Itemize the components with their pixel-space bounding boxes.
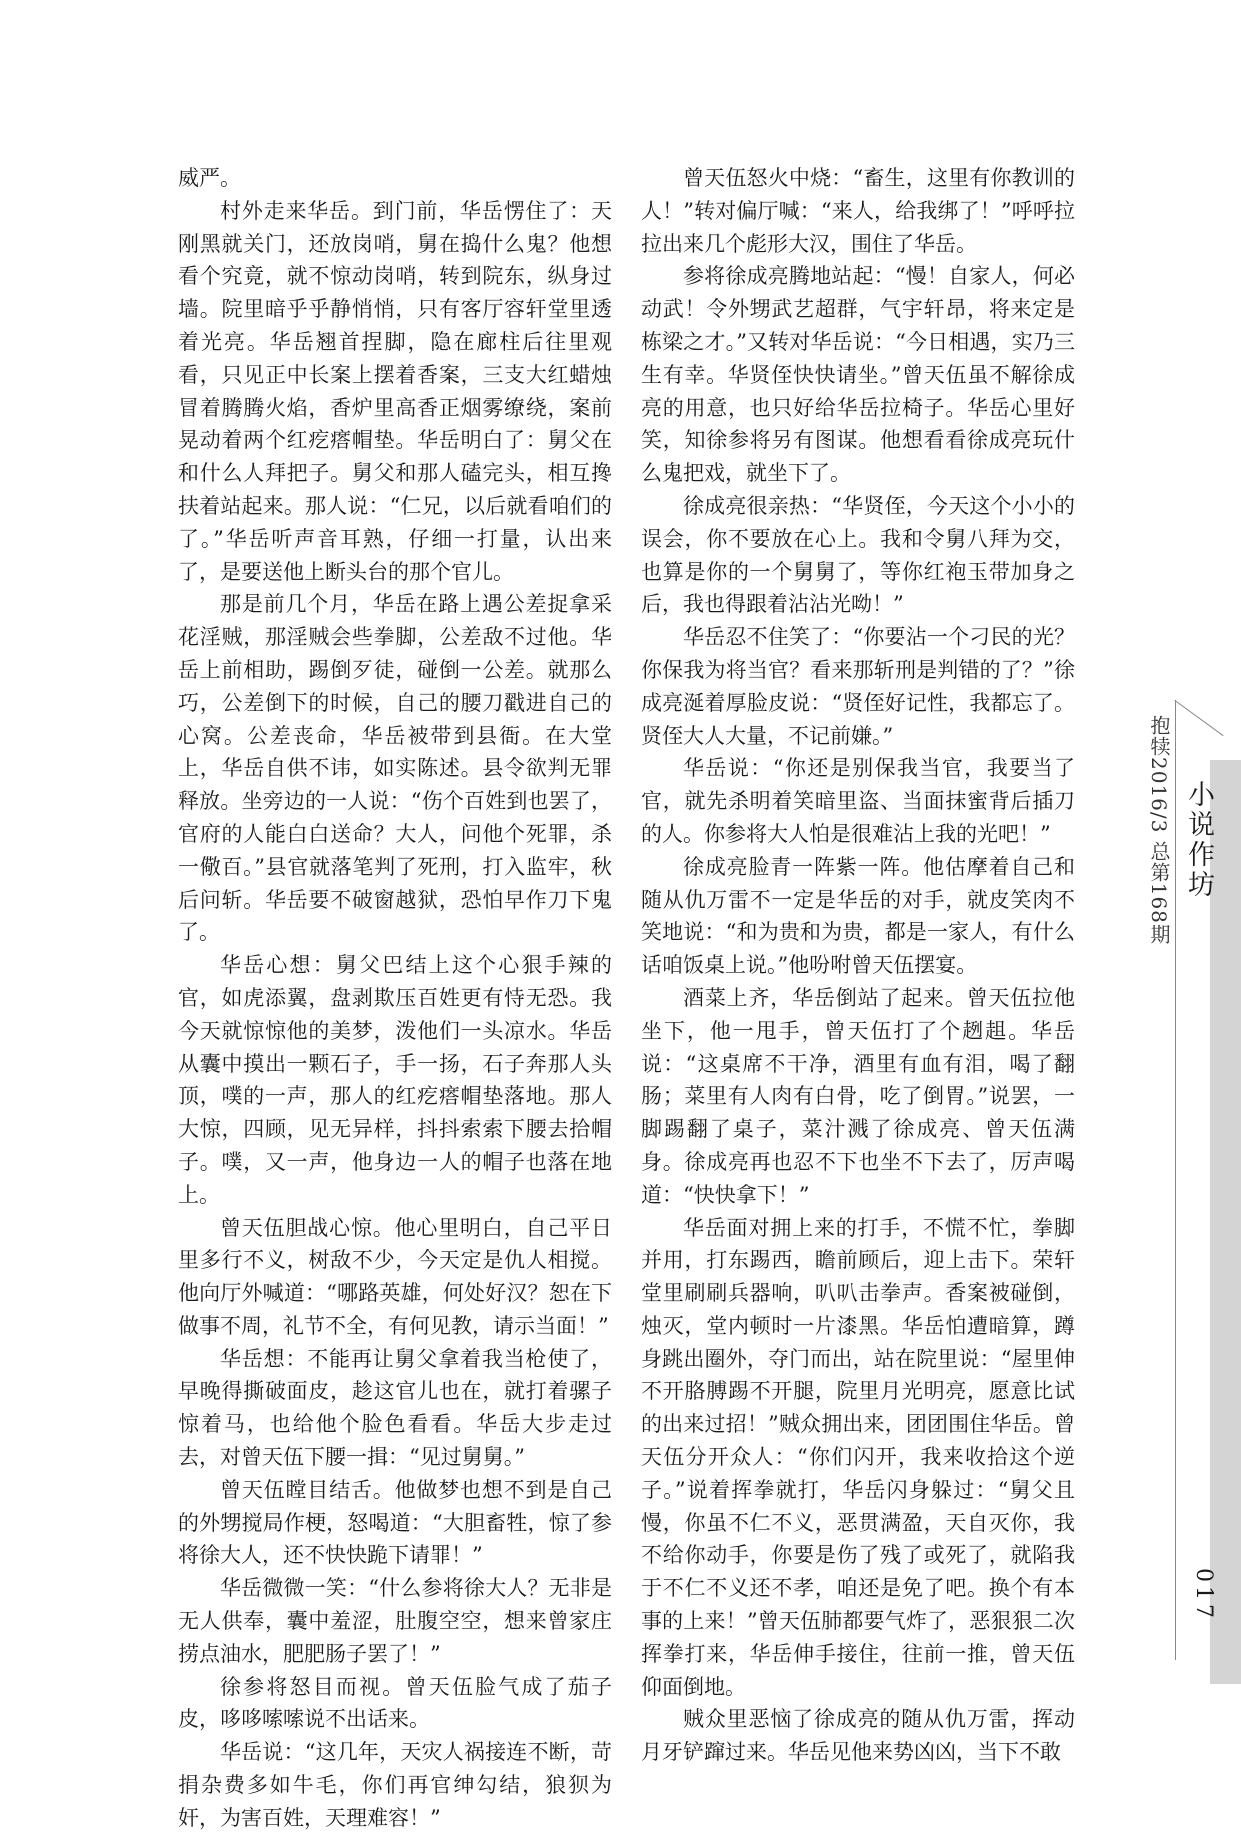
paragraph: 华岳忍不住笑了：“你要沾一个刁民的光？你保我为将当官？看来那斩刑是判错的了？”徐成亮涎着厚脸皮说：“贤侄好记性，我都忘了。贤侄大人大量，不记前嫌。” bbox=[641, 625, 1075, 748]
paragraph: 徐成亮脸青一阵紫一阵。他估摩着自己和随从仇万雷不一定是华岳的对手，就皮笑肉不笑地说：“和为贵和为贵，都是一家人，有什么话咱饭桌上说。”他吩咐曾天伍摆宴。 bbox=[641, 854, 1075, 978]
paragraph: 贼众里恶恼了徐成亮的随从仇万雷，挥动月牙铲蹿过来。华岳见他来势凶凶，当下不敢 bbox=[641, 1707, 1075, 1765]
paragraph: 曾天伍胆战心惊。他心里明白，自己平日里多行不义，树敌不少，今天定是仇人相搅。他向厅外喊道：“哪路英雄，何处好汉？恕在下做事不周，礼节不全，有何见教，请示当面！” bbox=[178, 1215, 612, 1338]
paragraph: 威严。 bbox=[178, 166, 241, 190]
paragraph: 华岳心想：舅父巴结上这个心狠手辣的官，如虎添翼，盘剥欺压百姓更有恃无恐。我今天就惊惊他的美梦，泼他们一头凉水。华岳从囊中摸出一颗石子，手一扬，石子奔那人头顶，噗的一声，那人的红疙瘩帽垫落地。那人大惊，四顾，见无异样，抖抖索索下腰去拾帽子。噗，又一声，他身边一人的帽子也落在地上。 bbox=[178, 953, 612, 1207]
paragraph: 酒菜上齐，华岳倒站了起来。曾天伍拉他坐下，他一甩手，曾天伍打了个趔趄。华岳说：“这桌席不干净，酒里有血有泪，喝了翻肠；菜里有人肉有白骨，吃了倒胃。”说罢，一脚踢翻了桌子，菜汁溅了徐成亮、曾天伍满身。徐成亮再也忍不下也坐不下去了，厉声喝道：“快快拿下！” bbox=[641, 985, 1075, 1207]
paragraph: 参将徐成亮腾地站起：“慢！自家人，何必动武！令外甥武艺超群，气宇轩昂，将来定是栋梁之才。”又转对华岳说：“今日相遇，实乃三生有幸。华贤侄快快请坐。”曾天伍虽不解徐成亮的用意，也只好给华岳拉椅子。华岳心里好笑，知徐参将另有图谋。他想看看徐成亮玩什么鬼把戏，就坐下了。 bbox=[641, 264, 1075, 486]
paragraph: 曾天伍瞠目结舌。他做梦也想不到是自己的外甥搅局作梗，怒喝道：“大胆畜牲，惊了参将徐大人，还不快快跪下请罪！” bbox=[178, 1477, 612, 1568]
paragraph: 华岳说：“这几年，天灾人祸接连不断，苛捐杂费多如牛毛，你们再官绅勾结，狼狈为奸，为害百姓，天理难容！” bbox=[178, 1740, 612, 1830]
paragraph: 华岳微微一笑：“什么参将徐大人？无非是无人供奉，囊中羞涩，肚腹空空，想来曾家庄捞点油水，肥肥肠子罢了！” bbox=[178, 1576, 612, 1666]
paragraph: 村外走来华岳。到门前，华岳愣住了：天刚黑就关门，还放岗哨，舅在捣什么鬼？他想看个究竟，就不惊动岗哨，转到院东，纵身过墙。院里暗乎乎静悄悄，只有客厅容轩堂里透着光亮。华岳翘首捏脚，隐在廊柱后往里观看，只见正中长案上摆着香案，三支大红蜡烛冒着腾腾火焰，香炉里高香正烟雾缭绕，案前晃动着两个红疙瘩帽垫。华岳明白了：舅父在和什么人拜把子。舅父和那人磕完头，相互搀扶着站起来。那人说：“仁兄，以后就看咱们的了。”华岳听声音耳熟，仔细一打量，认出来了，是要送他上断头台的那个官儿。 bbox=[178, 198, 612, 584]
page-number: 017 bbox=[1191, 1568, 1216, 1622]
side-corner-line bbox=[1174, 700, 1223, 736]
paragraph: 华岳说：“你还是别保我当官，我要当了官，就先杀明着笑暗里盗、当面抹蜜背后插刀的人。你参将大人怕是很难沾上我的光吧！” bbox=[641, 756, 1075, 846]
paragraph: 徐参将怒目而视。曾天伍脸气成了茄子皮，哆哆嗦嗦说不出话来。 bbox=[178, 1674, 612, 1732]
paragraph: 徐成亮很亲热：“华贤侄，今天这个小小的误会，你不要放在心上。我和令舅八拜为交，也算是你的一个舅舅了，等你红袍玉带加身之后，我也得跟着沾沾光呦！” bbox=[641, 493, 1075, 617]
section-label: 小说作坊 bbox=[1183, 780, 1214, 900]
paragraph: 那是前几个月，华岳在路上遇公差捉拿采花淫贼，那淫贼会些拳脚，公差敌不过他。华岳上前相助，踢倒歹徒，碰倒一公差。就那么巧，公差倒下的时候，自己的腰刀戳进自己的心窝。公差丧命，华岳被带到县衙。在大堂上，华岳自供不讳，如实陈述。县令欲判无罪释放。坐旁边的一人说：“伤个百姓到也罢了，官府的人能白白送命？大人，问他个死罪，杀一儆百。”县官就落笔判了死刑，打入监牢，秋后问斩。华岳要不破窗越狱，恐怕早作刀下鬼了。 bbox=[178, 592, 612, 945]
left-text-column bbox=[178, 162, 612, 1835]
right-text-column bbox=[641, 162, 1075, 1769]
magazine-issue-info: 抱犊2016/3 总第168期 bbox=[1147, 715, 1171, 945]
paragraph: 华岳面对拥上来的打手，不慌不忙，拳脚并用，打东踢西，瞻前顾后，迎上击下。荣轩堂里刷刷兵器响，叭叭击拳声。香案被碰倒，烛灭，堂内顿时一片漆黑。华岳怕遭暗算，蹲身跳出圈外，夺门而出，站在院里说：“屋里伸不开胳膊踢不开腿，院里月光明亮，愿意比试的出来过招！”贼众拥出来，团团围住华岳。曾天伍分开众人：“你们闪开，我来收拾这个逆子。”说着挥拳就打，华岳闪身躲过：“舅父且慢，你虽不仁不义，恶贯满盈，天自灭你，我不给你动手，你要是伤了残了或死了，就陷我于不仁不义还不孝，咱还是免了吧。换个有本事的上来！”曾天伍肺都要气炸了，恶狠狠二次挥拳打来，华岳伸手接住，往前一推，曾天伍仰面倒地。 bbox=[641, 1215, 1075, 1699]
paragraph: 曾天伍怒火中烧：“畜生，这里有你教训的人！”转对偏厅喊：“来人，给我绑了！”呼呼拉拉出来几个彪形大汉，围住了华岳。 bbox=[641, 166, 1075, 256]
paragraph: 华岳想：不能再让舅父拿着我当枪使了，早晚得撕破面皮，趁这官儿也在，就打着骡子惊着马，也给他个脸色看看。华岳大步走过去，对曾天伍下腰一揖：“见过舅舅。” bbox=[178, 1346, 612, 1470]
side-divider-line bbox=[1175, 700, 1176, 1660]
